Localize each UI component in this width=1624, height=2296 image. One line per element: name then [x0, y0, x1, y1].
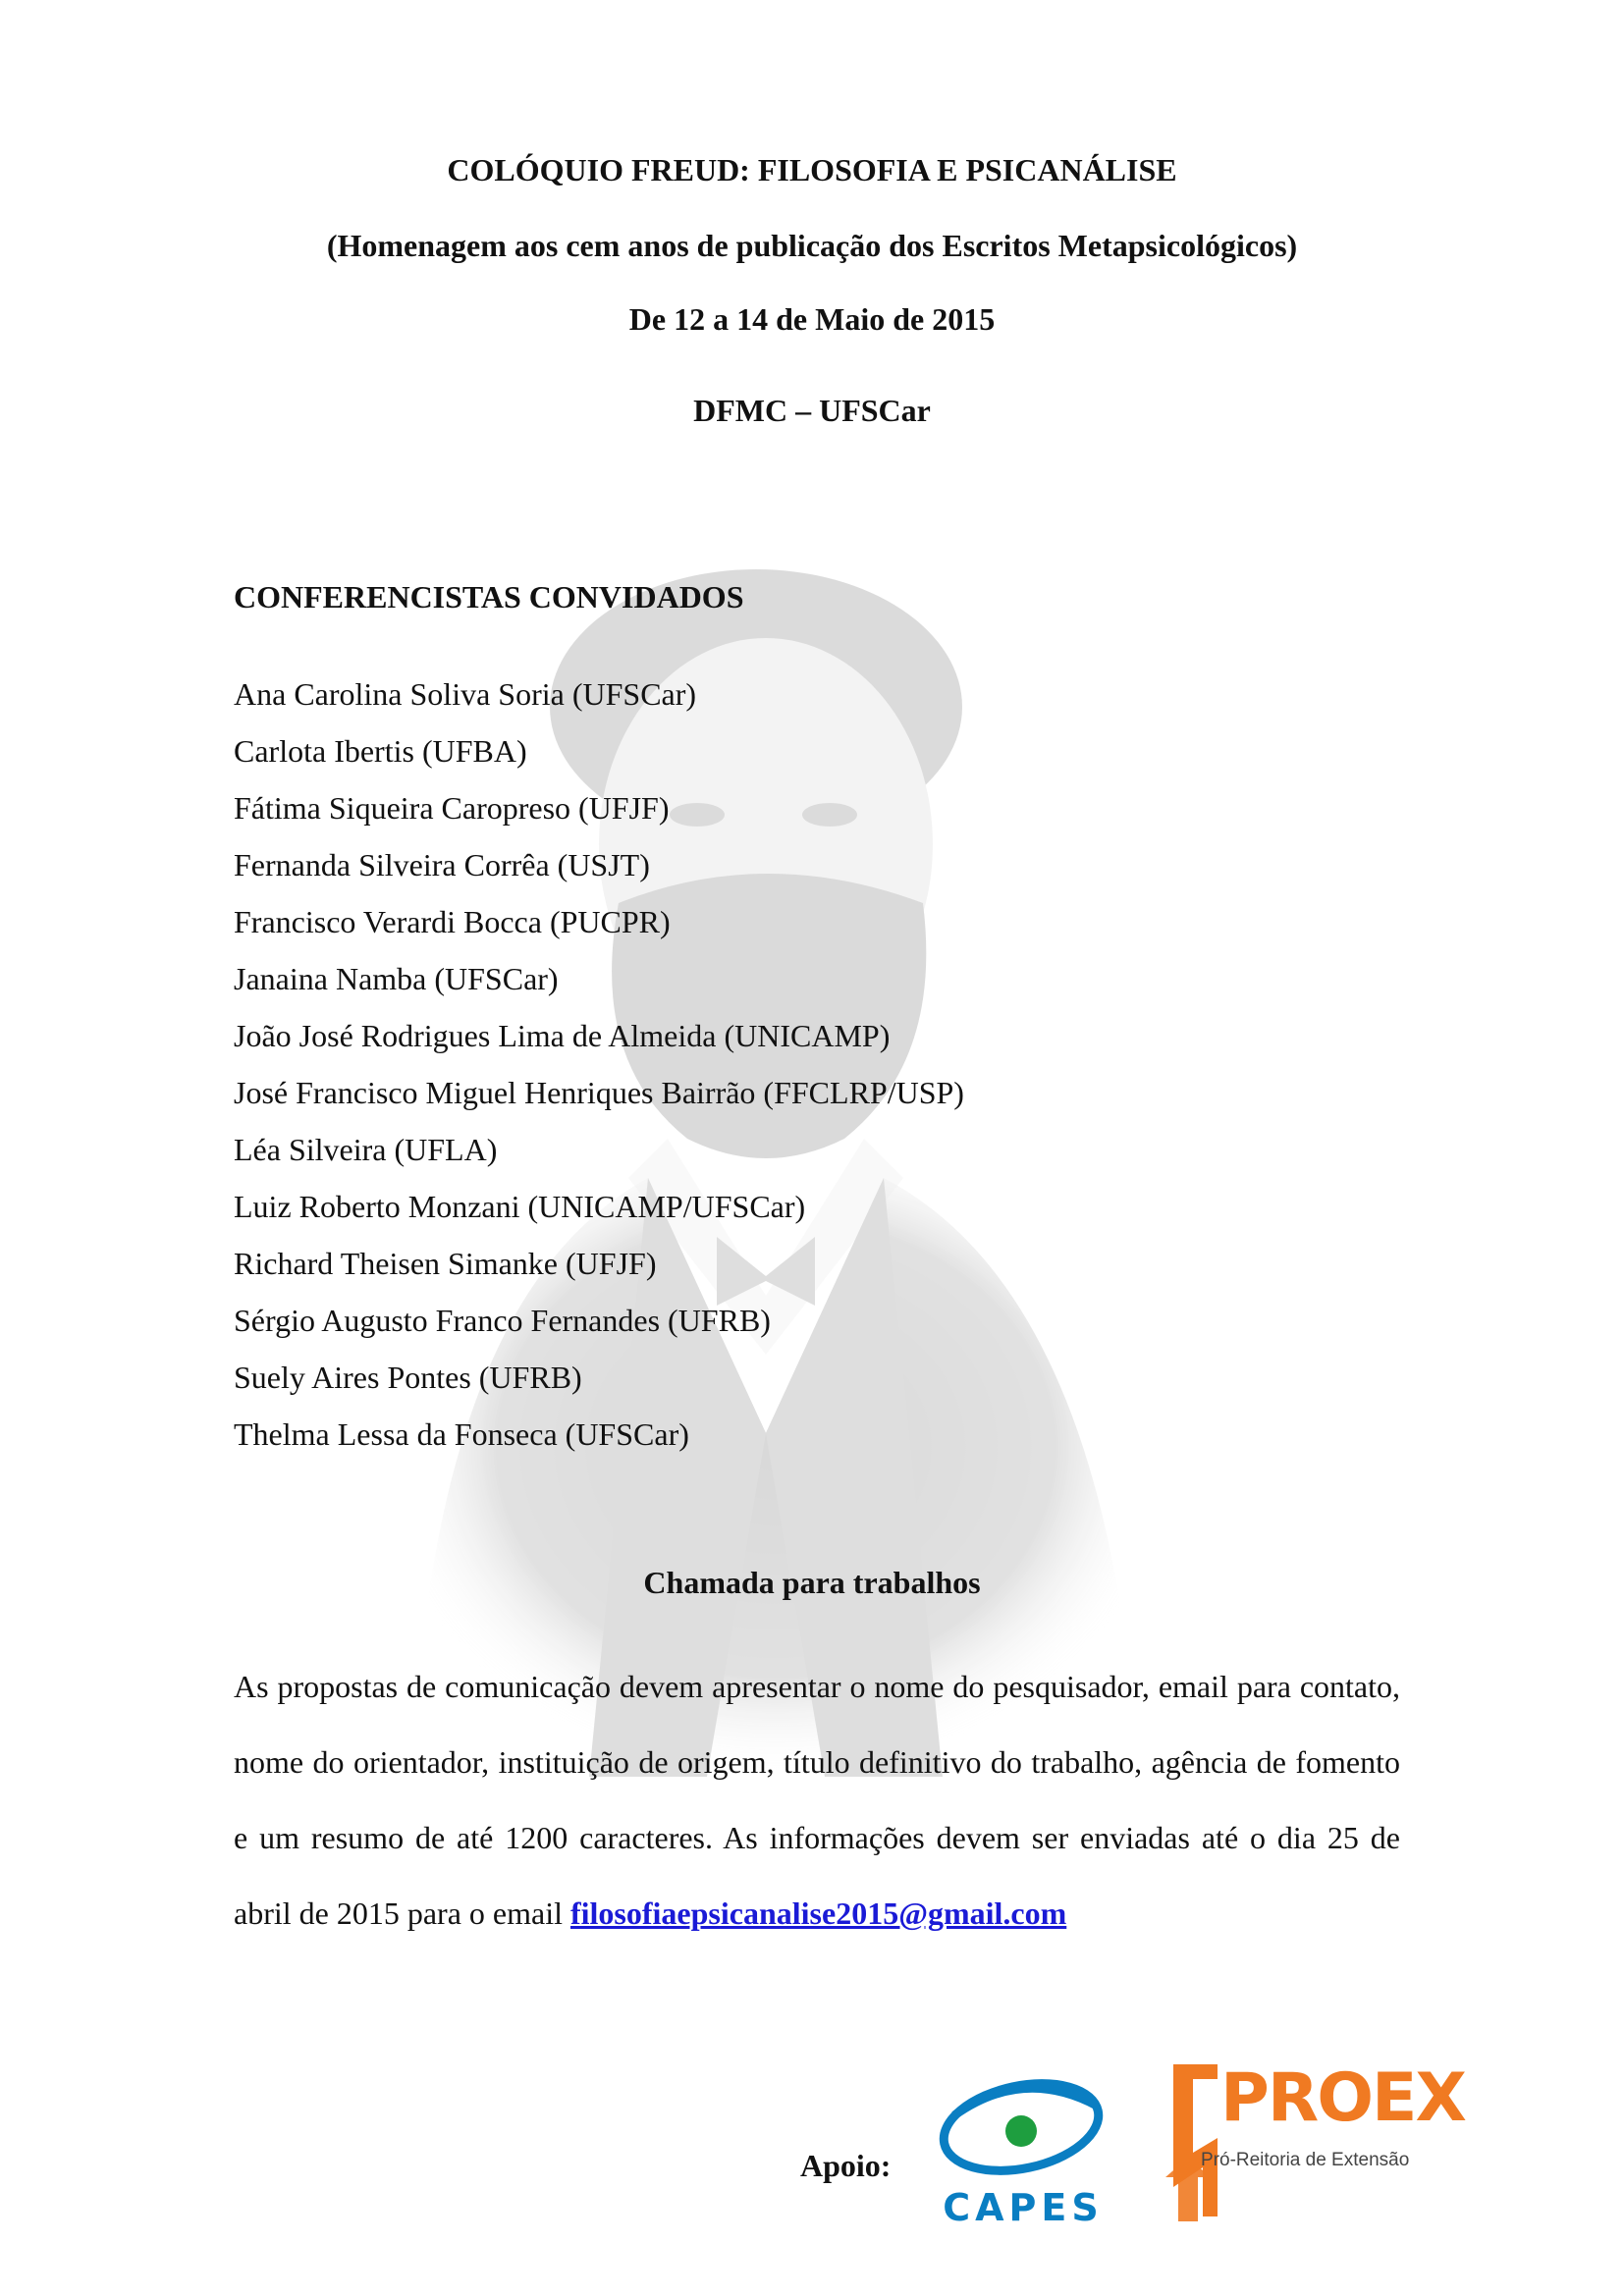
proex-logo — [1164, 2059, 1465, 2226]
call-for-papers-body — [234, 1649, 1400, 1951]
proex-subtitle: Pró-Reitoria de Extensão — [1201, 2150, 1410, 2170]
speaker-item: Fernanda Silveira Corrêa (USJT) — [234, 847, 650, 882]
speaker-item: Fátima Siqueira Caropreso (UFJF) — [234, 790, 670, 826]
speaker-item: Suely Aires Pontes (UFRB) — [234, 1360, 582, 1395]
event-venue: DFMC – UFSCar — [693, 393, 931, 428]
speaker-item: Ana Carolina Soliva Soria (UFSCar) — [234, 676, 697, 712]
speakers-heading: CONFERENCISTAS CONVIDADOS — [234, 579, 744, 614]
speaker-item: Carlota Ibertis (UFBA) — [234, 733, 527, 769]
speaker-item: João José Rodrigues Lima de Almeida (UNICAMP) — [234, 1018, 891, 1053]
speakers-list — [234, 666, 964, 1463]
support-label: Apoio: — [800, 2148, 892, 2183]
capes-emblem-icon — [935, 2076, 1111, 2189]
speaker-item: Francisco Verardi Bocca (PUCPR) — [234, 904, 671, 939]
event-subtitle: (Homenagem aos cem anos de publicação dos Escritos Metapsicológicos) — [326, 228, 1298, 263]
speaker-item: Luiz Roberto Monzani (UNICAMP/UFSCar) — [234, 1189, 806, 1224]
capes-logo — [935, 2076, 1111, 2233]
speaker-item: Richard Theisen Simanke (UFJF) — [234, 1246, 657, 1281]
call-for-papers-title: Chamada para trabalhos — [643, 1565, 981, 1600]
speaker-item: Janaina Namba (UFSCar) — [234, 961, 559, 996]
event-dates: De 12 a 14 de Maio de 2015 — [628, 301, 996, 337]
speaker-item: Sérgio Augusto Franco Fernandes (UFRB) — [234, 1303, 771, 1338]
proex-wordmark: PROEX — [1220, 2059, 1465, 2137]
call-for-papers-text: As propostas de comunicação devem apresentar o nome do pesquisador, email para contato, nome do orientador, instituição de origem, título definitivo do trabalho, agência de fomento e um resumo de até 1200 caracteres. As informações devem ser enviadas até o dia 25 de abril de 2015 para o email — [234, 1669, 1400, 1931]
email-link[interactable]: filosofiaepsicanalise2015@gmail.com — [569, 1896, 1067, 1931]
speaker-item: Thelma Lessa da Fonseca (UFSCar) — [234, 1416, 689, 1452]
speaker-item: José Francisco Miguel Henriques Bairrão (FFCLRP/USP) — [234, 1075, 964, 1110]
speaker-item: Léa Silveira (UFLA) — [234, 1132, 498, 1167]
event-title: COLÓQUIO FREUD: FILOSOFIA E PSICANÁLISE — [447, 152, 1177, 187]
capes-wordmark: CAPES — [943, 2186, 1104, 2229]
